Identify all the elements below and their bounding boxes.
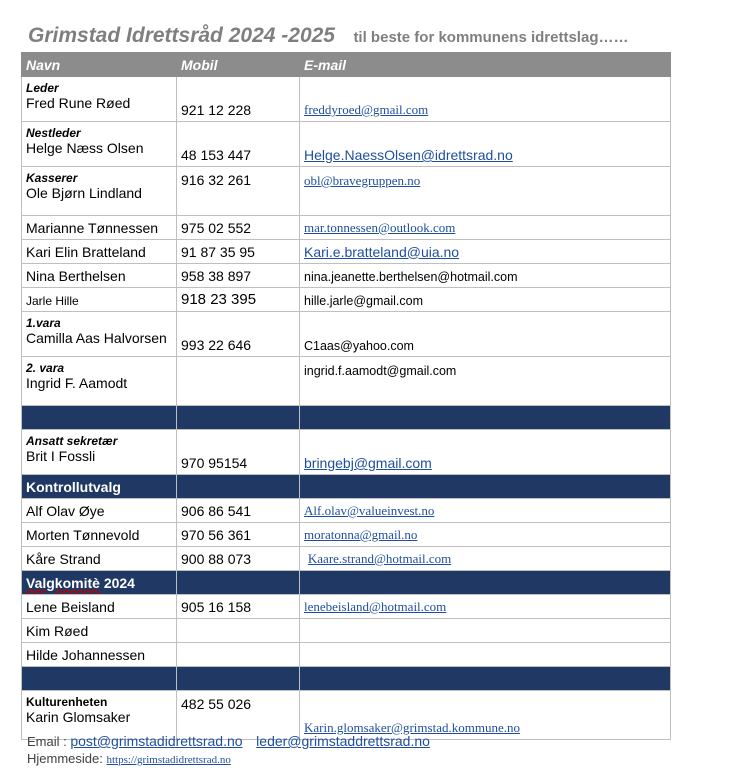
footer-site-link[interactable]: https://grimstadidrettsrad.no [106,754,231,766]
name-cell [22,167,177,216]
person-name [22,288,177,312]
email-cell [300,122,671,167]
email-text: nina.jeanette.berthelsen@hotmail.com [304,269,518,284]
name-cell [22,312,177,357]
phone-cell [177,288,300,312]
email-cell [300,499,671,523]
phone-cell [177,643,300,667]
email-cell [300,167,671,216]
phone-cell: 970 56 361 [177,523,300,547]
table-row [22,547,671,571]
email-cell [300,595,671,619]
table-row [22,240,671,264]
page-subtitle: til beste for kommunens idrettslag…… [353,29,629,46]
footer-site-label: Hjemmeside: [27,751,103,766]
table-row [22,264,671,288]
phone-cell: 482 55 026 [177,691,300,740]
section-header-kontrollutvalg [22,475,671,499]
email-link[interactable]: Karin.glomsaker@grimstad.kommune.no [304,720,520,735]
phone-cell: 975 02 552 [177,216,300,240]
person-name: Morten Tønnevold [22,523,177,547]
section-divider [22,667,671,691]
table-row [22,77,671,122]
footer-email-link[interactable]: post@grimstadidrettsrad.no [70,733,243,749]
person-name: Lene Beisland [22,595,177,619]
person-name: Brit I Fossli [26,448,96,464]
email-cell [300,216,671,240]
section-title-year: 2024 [103,574,135,591]
email-text: ingrid.f.aamodt@gmail.com [304,364,457,378]
person-name: Ole Bjørn Lindland [26,185,142,201]
email-link[interactable]: lenebeisland@hotmail.com [304,599,447,614]
phone-cell [177,619,300,643]
section-title-word: Valgkomitè [26,574,100,591]
role-label: Ansatt sekretær [26,434,118,448]
email-cell [300,357,671,406]
email-link[interactable]: Helge.NaessOlsen@idrettsrad.no [304,147,513,163]
person-name: Karin Glomsaker [26,709,131,725]
table-row [22,216,671,240]
table-row [22,430,671,475]
phone-cell: 921 12 228 [177,77,300,122]
section-divider [22,406,671,430]
email-cell [300,240,671,264]
column-header-email: E-mail [300,53,671,77]
section-header-valgkomite [22,571,671,595]
email-text: hille.jarle@gmail.com [304,293,423,308]
section-title [22,571,177,595]
contact-table [21,52,671,740]
table-row [22,499,671,523]
name-cell [22,77,177,122]
person-name: Nina Berthelsen [22,264,177,288]
phone-cell: 993 22 646 [177,312,300,357]
phone-cell: 958 38 897 [177,264,300,288]
email-link[interactable]: freddyroed@gmail.com [304,102,429,117]
phone-text: 918 23 395 [181,291,257,308]
table-row [22,523,671,547]
email-link[interactable]: Alf.olav@valueinvest.no [304,503,435,518]
footer-email-line [27,733,440,750]
phone-cell: 916 32 261 [177,167,300,216]
person-name: Hilde Johannessen [22,643,177,667]
email-cell [300,619,671,643]
role-label: Kasserer [26,171,78,185]
table-row [22,619,671,643]
email-link[interactable]: mar.tonnessen@outlook.com [304,220,456,235]
footer-site-line [27,750,440,769]
person-name: Kåre Strand [22,547,177,571]
email-link[interactable]: bringebj@gmail.com [304,455,432,471]
phone-cell: 48 153 447 [177,122,300,167]
email-text: C1aas@yahoo.com [304,339,414,353]
page-title: Grimstad Idrettsråd 2024 -2025 [28,24,335,47]
name-cell [22,122,177,167]
person-name: Camilla Aas Halvorsen [26,330,167,346]
role-label: 2. vara [26,361,65,375]
email-link[interactable]: Kari.e.bratteland@uia.no [304,243,460,260]
person-name-text: Jarle Hille [26,293,79,308]
person-name: Kim Røed [22,619,177,643]
column-header-mobile: Mobil [177,53,300,77]
page-header [28,24,628,48]
email-cell [300,264,671,288]
role-label: Nestleder [26,126,81,140]
email-cell [300,523,671,547]
section-title: Kontrollutvalg [22,475,177,499]
person-name: Fred Rune Røed [26,95,131,111]
phone-cell: 91 87 35 95 [177,240,300,264]
email-link[interactable]: Kaare.strand@hotmail.com [307,551,452,566]
email-cell [300,547,671,571]
table-row [22,357,671,406]
role-label: 1.vara [26,316,61,330]
email-link[interactable]: moratonna@gmail.no [304,527,418,542]
table-row [22,288,671,312]
email-cell [300,643,671,667]
role-label: Kulturenheten [26,695,108,709]
phone-cell: 906 86 541 [177,499,300,523]
person-name: Kari Elin Bratteland [22,240,177,264]
table-row [22,595,671,619]
footer-email-label: Email : [27,734,67,749]
table-row [22,643,671,667]
table-header-row [22,53,671,77]
person-name: Alf Olav Øye [22,499,177,523]
person-name: Marianne Tønnessen [22,216,177,240]
table-row [22,167,671,216]
email-cell [300,77,671,122]
page-footer [27,733,440,769]
footer-email-link[interactable]: leder@grimstaddrettsrad.no [256,733,430,749]
phone-cell: 900 88 073 [177,547,300,571]
column-header-name: Navn [22,53,177,77]
name-cell [22,430,177,475]
role-label: Leder [26,81,59,95]
phone-cell [177,357,300,406]
person-name: Ingrid F. Aamodt [26,375,128,391]
table-row [22,122,671,167]
person-name: Helge Næss Olsen [26,140,144,156]
email-cell [300,288,671,312]
name-cell [22,357,177,406]
email-cell [300,312,671,357]
email-cell [300,430,671,475]
phone-cell: 905 16 158 [177,595,300,619]
table-row [22,312,671,357]
email-link[interactable]: obl@bravegruppen.no [304,173,421,188]
phone-cell: 970 95154 [177,430,300,475]
